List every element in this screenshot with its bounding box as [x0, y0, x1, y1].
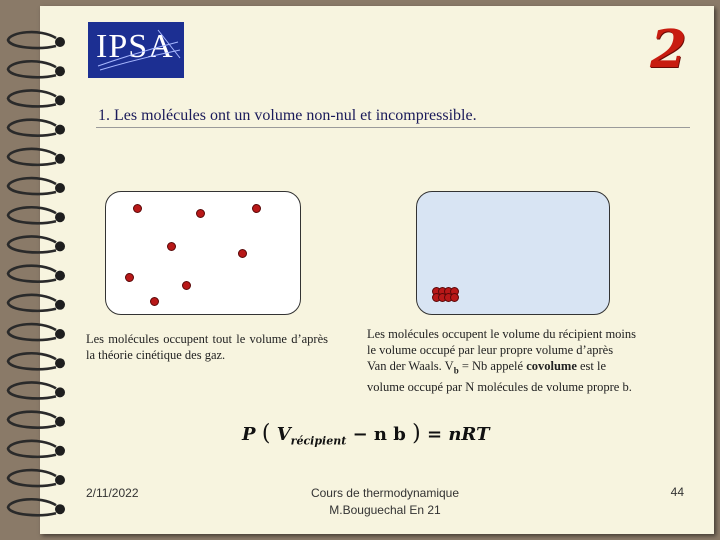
molecule-dispersed — [238, 249, 247, 258]
heading-rule — [96, 127, 690, 128]
logo-text: IPSA — [96, 28, 174, 65]
binding-ring — [8, 295, 56, 311]
right-desc-line4: volume occupé par N molécules de volume propre b. — [367, 379, 632, 394]
binding-ring — [8, 149, 56, 165]
binding-hole — [55, 37, 65, 47]
binding-hole — [55, 446, 65, 456]
slide-heading: 1. Les molécules ont un volume non-nul et incompressible. — [98, 107, 477, 124]
left-description: Les molécules occupent tout le volume d’après la théorie cinétique des gaz. — [86, 332, 328, 362]
binding-ring — [8, 499, 56, 515]
binding-hole — [55, 183, 65, 193]
footer-course-line2: M.Bouguechal En 21 — [329, 503, 441, 517]
right-desc-line2: le volume occupé par leur propre volume d’après — [367, 343, 614, 357]
binding-ring — [8, 382, 56, 398]
binding-hole — [55, 387, 65, 397]
binding-hole — [55, 300, 65, 310]
binding-hole — [55, 271, 65, 281]
eq-rhs: = nRT — [420, 424, 490, 445]
molecule-dispersed — [167, 242, 176, 251]
right-desc-line3b: = Nb appelé — [458, 359, 527, 373]
footer-date: 2/11/2022 — [86, 486, 139, 500]
right-desc-line3a: Van der Waals. V — [367, 359, 454, 373]
right-description — [367, 326, 677, 395]
eq-middle: − n b — [346, 424, 413, 445]
binding-ring — [8, 324, 56, 340]
footer-course-line1: Cours de thermodynamique — [310, 486, 460, 500]
molecule-dispersed — [196, 209, 205, 218]
slide-number-mark: 2 — [643, 19, 693, 80]
binding-ring — [8, 90, 56, 106]
eq-v: V — [276, 424, 291, 445]
binding-hole — [55, 212, 65, 222]
right-desc-line1: Les molécules occupent le volume du récipient moins — [367, 327, 637, 341]
molecule-dispersed — [182, 281, 191, 290]
binding-hole — [55, 417, 65, 427]
binding-ring — [8, 441, 56, 457]
binding-hole — [55, 95, 65, 105]
molecule-dispersed — [125, 273, 134, 282]
binding-ring — [8, 236, 56, 252]
binding-ring — [8, 61, 56, 77]
right-desc-line3c: est le — [576, 359, 607, 373]
binding-ring — [8, 470, 56, 486]
binding-ring — [8, 207, 56, 223]
binding-hole — [55, 66, 65, 76]
binding-hole — [55, 154, 65, 164]
binding-ring — [8, 353, 56, 369]
molecule-dispersed — [150, 297, 159, 306]
binding-ring — [8, 178, 56, 194]
binding-ring — [8, 32, 56, 48]
footer-page-number: 44 — [670, 485, 684, 499]
binding-hole — [55, 125, 65, 135]
molecule-dispersed — [133, 204, 142, 213]
spiral-binding — [0, 0, 80, 540]
van-der-waals-equation: P ( $V_{récipient} - n$ b ) = nRT — [242, 421, 490, 448]
footer-course — [280, 485, 490, 519]
binding-ring — [8, 120, 56, 136]
binding-ring — [8, 412, 56, 428]
ipsa-logo — [88, 22, 184, 78]
binding-hole — [55, 358, 65, 368]
binding-hole — [55, 241, 65, 251]
binding-hole — [55, 329, 65, 339]
right-desc-subscript: b — [453, 365, 459, 376]
eq-v-subscript: récipient — [290, 434, 347, 448]
molecule-dispersed — [252, 204, 261, 213]
binding-hole — [55, 475, 65, 485]
binding-ring — [8, 266, 56, 282]
molecule-packed — [450, 293, 459, 302]
covolume-term: covolume — [526, 359, 577, 373]
eq-p: P — [242, 424, 256, 445]
logo-swoosh — [88, 22, 184, 78]
binding-hole — [55, 504, 65, 514]
